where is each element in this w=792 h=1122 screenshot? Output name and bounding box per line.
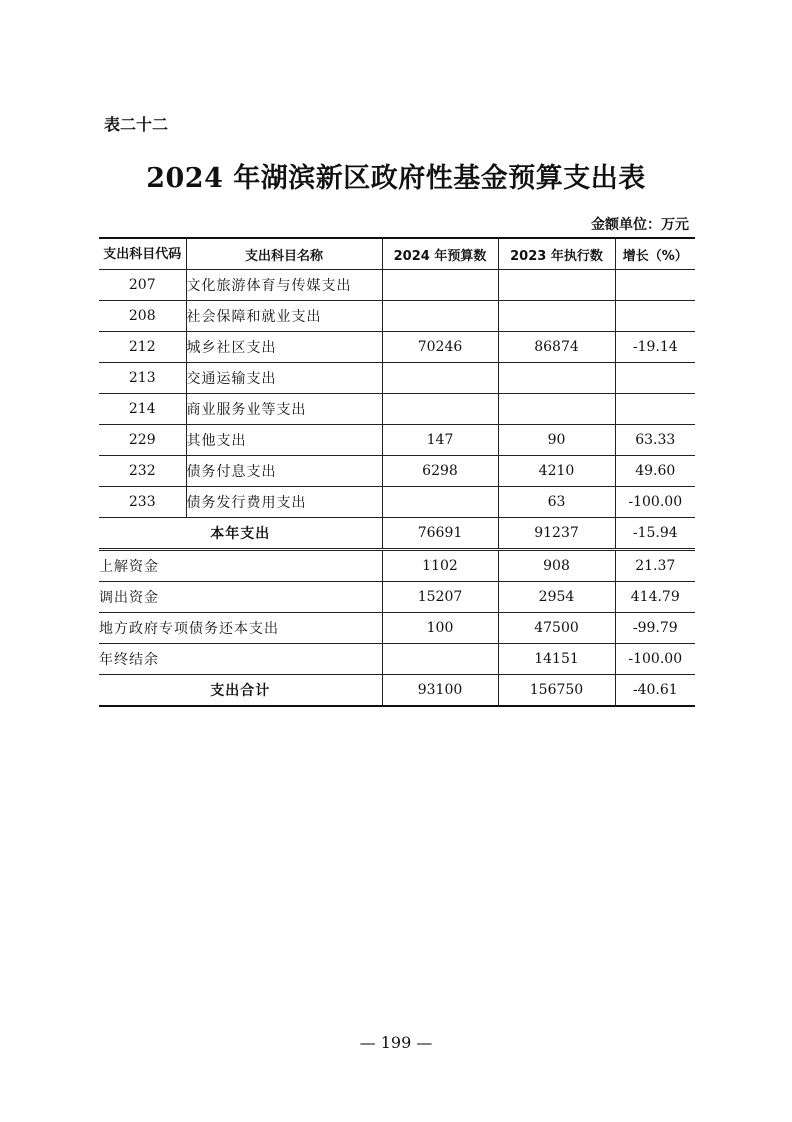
- table-row: [99, 550, 695, 582]
- total-row: [99, 675, 695, 707]
- row-code: 233: [99, 487, 186, 518]
- subtotal-actual-2023: 91237: [498, 518, 615, 550]
- row-budget-2024: 70246: [382, 332, 498, 363]
- header-actual-2023: 2023 年执行数: [498, 238, 615, 270]
- unit-note: 金额单位：万元: [591, 217, 689, 233]
- row-budget-2024: [382, 301, 498, 332]
- row-code: 232: [99, 456, 186, 487]
- row-name: 债务发行费用支出: [186, 487, 382, 518]
- header-name: 支出科目名称: [186, 238, 382, 270]
- header-growth: 增长（%）: [615, 238, 695, 270]
- row-growth: -99.79: [615, 613, 695, 644]
- row-name: 其他支出: [186, 425, 382, 456]
- row-budget-2024: 147: [382, 425, 498, 456]
- row-budget-2024: [382, 487, 498, 518]
- subtotal-growth: -15.94: [615, 518, 695, 550]
- subtotal-budget-2024: 76691: [382, 518, 498, 550]
- row-code: 214: [99, 394, 186, 425]
- row-budget-2024: [382, 270, 498, 301]
- row-actual-2023: 908: [498, 550, 615, 582]
- row-name: 债务付息支出: [186, 456, 382, 487]
- page-title: 2024 年湖滨新区政府性基金预算支出表: [146, 163, 646, 194]
- table-row: [99, 363, 695, 394]
- row-actual-2023: 2954: [498, 582, 615, 613]
- table-row: [99, 613, 695, 644]
- budget-table: [99, 237, 695, 707]
- row-budget-2024: 100: [382, 613, 498, 644]
- row-label: 上解资金: [99, 550, 382, 582]
- row-actual-2023: [498, 270, 615, 301]
- row-actual-2023: 4210: [498, 456, 615, 487]
- row-code: 207: [99, 270, 186, 301]
- row-actual-2023: [498, 363, 615, 394]
- row-growth: [615, 394, 695, 425]
- row-growth: [615, 270, 695, 301]
- row-growth: -100.00: [615, 487, 695, 518]
- table-row: [99, 270, 695, 301]
- row-growth: -100.00: [615, 644, 695, 675]
- row-growth: [615, 363, 695, 394]
- row-actual-2023: 47500: [498, 613, 615, 644]
- row-label: 年终结余: [99, 644, 382, 675]
- row-actual-2023: [498, 301, 615, 332]
- row-growth: 21.37: [615, 550, 695, 582]
- row-growth: 63.33: [615, 425, 695, 456]
- table-row: [99, 456, 695, 487]
- row-actual-2023: 86874: [498, 332, 615, 363]
- header-row: [99, 238, 695, 270]
- page-number: — 199 —: [359, 1033, 433, 1052]
- row-code: 208: [99, 301, 186, 332]
- total-growth: -40.61: [615, 675, 695, 707]
- table-row: [99, 582, 695, 613]
- row-budget-2024: 1102: [382, 550, 498, 582]
- row-actual-2023: [498, 394, 615, 425]
- row-name: 城乡社区支出: [186, 332, 382, 363]
- row-name: 社会保障和就业支出: [186, 301, 382, 332]
- row-name: 交通运输支出: [186, 363, 382, 394]
- row-actual-2023: 90: [498, 425, 615, 456]
- row-budget-2024: 6298: [382, 456, 498, 487]
- row-growth: [615, 301, 695, 332]
- subtotal-row: [99, 518, 695, 550]
- row-label: 调出资金: [99, 582, 382, 613]
- row-growth: 49.60: [615, 456, 695, 487]
- table-label: 表二十二: [104, 115, 169, 134]
- total-label: 支出合计: [99, 675, 382, 707]
- subtotal-label: 本年支出: [99, 518, 382, 550]
- row-growth: 414.79: [615, 582, 695, 613]
- total-budget-2024: 93100: [382, 675, 498, 707]
- row-name: 商业服务业等支出: [186, 394, 382, 425]
- total-actual-2023: 156750: [498, 675, 615, 707]
- table-row: [99, 394, 695, 425]
- row-budget-2024: [382, 644, 498, 675]
- table-row: [99, 644, 695, 675]
- row-growth: -19.14: [615, 332, 695, 363]
- row-actual-2023: 63: [498, 487, 615, 518]
- table-row: [99, 332, 695, 363]
- header-code: 支出科目代码: [99, 238, 186, 270]
- row-budget-2024: [382, 363, 498, 394]
- table-row: [99, 301, 695, 332]
- table-row: [99, 425, 695, 456]
- header-budget-2024: 2024 年预算数: [382, 238, 498, 270]
- row-budget-2024: [382, 394, 498, 425]
- row-code: 229: [99, 425, 186, 456]
- table-row: [99, 487, 695, 518]
- row-code: 213: [99, 363, 186, 394]
- row-label: 地方政府专项债务还本支出: [99, 613, 382, 644]
- row-budget-2024: 15207: [382, 582, 498, 613]
- row-name: 文化旅游体育与传媒支出: [186, 270, 382, 301]
- row-code: 212: [99, 332, 186, 363]
- row-actual-2023: 14151: [498, 644, 615, 675]
